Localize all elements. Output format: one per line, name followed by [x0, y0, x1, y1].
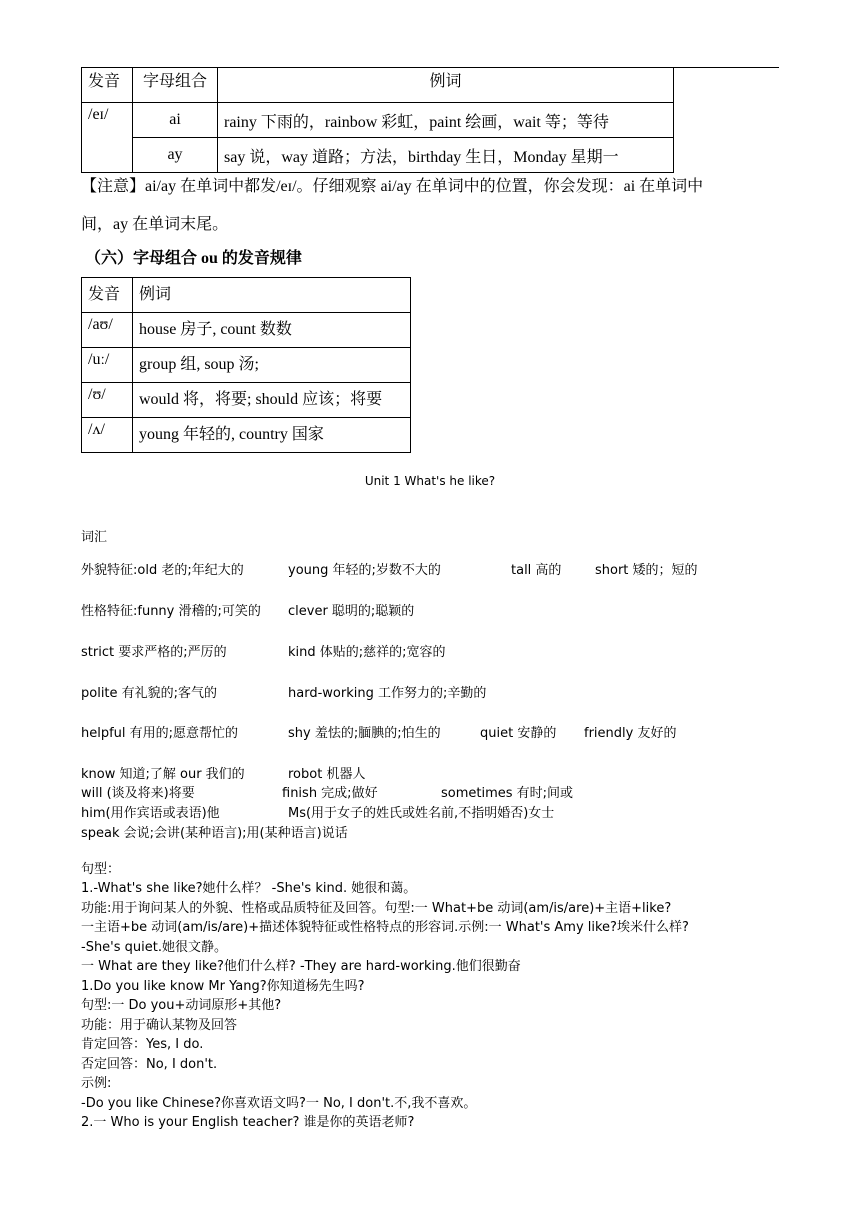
ai-ay-table: [81, 67, 674, 173]
table1-combo-ai: ai: [133, 103, 218, 138]
note-line-2: 间，ay 在单词末尾。: [81, 216, 229, 233]
sentence-line: 一主语+be 动词(am/is/are)+描述体貌特征或性格特点的形容词.示例:一 What's Amy like?埃米什么样?: [81, 920, 689, 935]
vocab-item: quiet 安静的: [480, 726, 557, 741]
vocab-item: helpful 有用的;愿意帮忙的: [81, 726, 239, 741]
sentence-line: 1.Do you like know Mr Yang?你知道杨先生吗?: [81, 979, 365, 994]
vocab-item: will (谈及将来)将要: [81, 786, 195, 801]
sentence-line: 一 What are they like?他们什么样? -They are hard-working.他们很勤奋: [81, 959, 521, 974]
vocab-item: strict 要求严格的;严厉的: [81, 645, 227, 660]
sentence-line: 功能:用于询问某人的外貌、性格或品质特征及回答。句型:一 What+be 动词(am/is/are)+主语+like?: [81, 901, 672, 916]
vocab-item: young 年轻的;岁数不大的: [288, 563, 441, 578]
table1-header-combo: 字母组合: [133, 68, 218, 103]
vocab-item: speak 会说;会讲(某种语言);用(某种语言)说话: [81, 826, 348, 841]
section-heading-ou: （六）字母组合 ou 的发音规律: [85, 250, 302, 267]
table1-combo-ay: ay: [133, 138, 218, 173]
unit-title: Unit 1 What's he like?: [364, 474, 496, 488]
vocab-heading: 词汇: [81, 530, 108, 545]
note-line-1: 【注意】ai/ay 在单词中都发/eɪ/。仔细观察 ai/ay 在单词中的位置，你会发现：ai 在单词中: [81, 178, 704, 195]
vocab-item: him(用作宾语或表语)他: [81, 806, 220, 821]
table2-phoneme: /ʌ/: [82, 418, 133, 453]
header-rule: [672, 67, 779, 68]
vocab-item: friendly 友好的: [584, 726, 677, 741]
vocab-item: clever 聪明的;聪颖的: [288, 604, 415, 619]
sentence-line: 1.-What's she like?她什么样？ -She's kind. 她很和蔼。: [81, 881, 417, 896]
table1-examples-ai: rainy 下雨的，rainbow 彩虹，paint 绘画，wait 等；等待: [218, 103, 674, 138]
vocab-item: Ms(用于女子的姓氏或姓名前,不指明婚否)女士: [288, 806, 555, 821]
table2-examples: would 将，将要; should 应该；将要: [133, 383, 411, 418]
vocab-item: 性格特征:funny 滑稽的;可笑的: [81, 604, 261, 619]
sentences-heading: 句型：: [81, 862, 121, 877]
vocab-item: polite 有礼貌的;客气的: [81, 686, 218, 701]
vocab-item: robot 机器人: [288, 767, 366, 782]
ou-table: [81, 277, 411, 453]
sentence-line: 否定回答：No, I don't.: [81, 1057, 218, 1072]
vocab-item: tall 高的: [511, 563, 562, 578]
table1-examples-ay: say 说，way 道路；方法，birthday 生日，Monday 星期一: [218, 138, 674, 173]
vocab-item: sometimes 有时;间或: [441, 786, 574, 801]
sentence-line: 功能：用于确认某物及回答: [81, 1018, 238, 1033]
table2-phoneme: /ʊ/: [82, 383, 133, 418]
vocab-item: short 矮的；短的: [595, 563, 698, 578]
vocab-item: know 知道;了解 our 我们的: [81, 767, 245, 782]
table2-header-examples: 例词: [133, 278, 411, 313]
sentence-line: -She's quiet.她很文静。: [81, 940, 227, 955]
sentence-line: 示例:: [81, 1076, 112, 1091]
vocab-item: finish 完成;做好: [282, 786, 378, 801]
sentence-line: -Do you like Chinese?你喜欢语文吗?一 No, I don't.不,我不喜欢。: [81, 1096, 477, 1111]
sentence-line: 肯定回答：Yes, I do.: [81, 1037, 204, 1052]
vocab-item: hard-working 工作努力的;辛勤的: [288, 686, 487, 701]
table2-header-phoneme: 发音: [82, 278, 133, 313]
sentence-line: 句型:一 Do you+动词原形+其他?: [81, 998, 282, 1013]
table2-examples: young 年轻的, country 国家: [133, 418, 411, 453]
vocab-item: 外貌特征:old 老的;年纪大的: [81, 563, 244, 578]
sentence-line: 2.一 Who is your English teacher? 谁是你的英语老师?: [81, 1115, 415, 1130]
vocab-item: shy 羞怯的;腼腆的;怕生的: [288, 726, 441, 741]
table2-examples: house 房子, count 数数: [133, 313, 411, 348]
table2-phoneme: /aʊ/: [82, 313, 133, 348]
table1-phoneme: /eɪ/: [82, 103, 133, 173]
table2-phoneme: /uː/: [82, 348, 133, 383]
table1-header-examples: 例词: [218, 68, 674, 103]
table2-examples: group 组, soup 汤;: [133, 348, 411, 383]
vocab-item: kind 体贴的;慈祥的;宽容的: [288, 645, 446, 660]
table1-header-phoneme: 发音: [82, 68, 133, 103]
